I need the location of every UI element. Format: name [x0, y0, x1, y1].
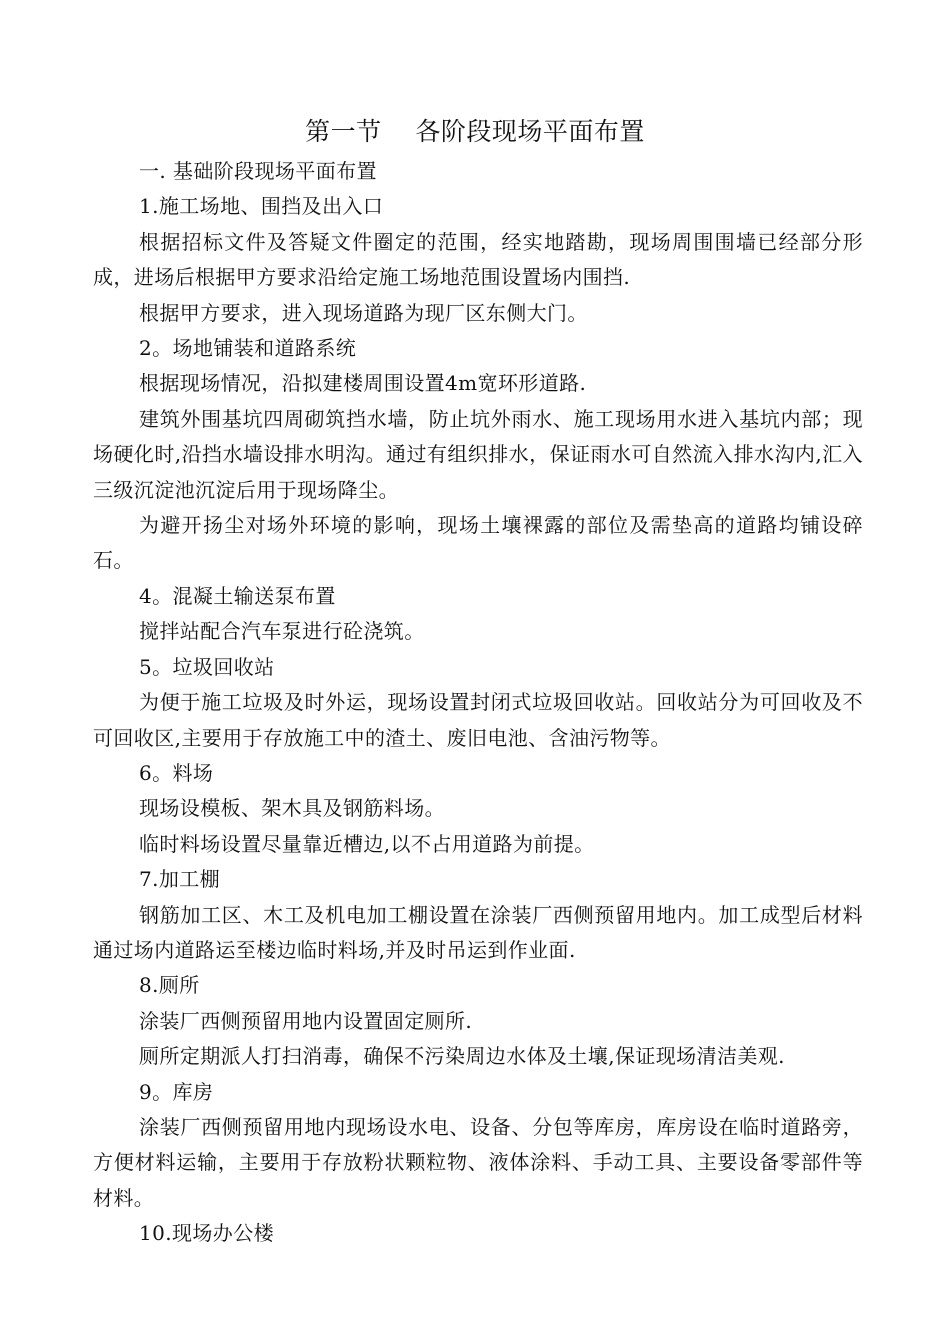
heading-foundation-stage: 一. 基础阶段现场平面布置 [139, 159, 377, 183]
paragraph: 为避开扬尘对场外环境的影响，现场土壤裸露的部位及需垫高的道路均铺设碎石。 [93, 513, 863, 573]
paragraph: 涂装厂西侧预留用地内设置固定厕所. [139, 1008, 473, 1033]
section-title: 第一节 各阶段现场平面布置 [305, 117, 645, 146]
document-body [93, 154, 863, 1252]
paragraph: 现场设模板、架木具及钢筋料场。 [139, 796, 445, 821]
paragraph: 钢筋加工区、木工及机电加工棚设置在涂装厂西侧预留用地内。加工成型后材料通过场内道路运至楼边临时料场,并及时吊运到作业面. [93, 902, 863, 962]
subheading-toilet: 8.厕所 [139, 973, 200, 998]
subheading-paving-roads: 2。场地铺装和道路系统 [139, 336, 357, 361]
paragraph: 厕所定期派人打扫消毒，确保不污染周边水体及土壤,保证现场清洁美观. [139, 1044, 785, 1069]
subheading-warehouse: 9。库房 [139, 1079, 214, 1104]
paragraph: 为便于施工垃圾及时外运，现场设置封闭式垃圾回收站。回收站分为可回收及不可回收区,主要用于存放施工中的渣土、废旧电池、含油污物等。 [93, 690, 863, 750]
paragraph: 搅拌站配合汽车泵进行砼浇筑。 [139, 619, 425, 644]
subheading-garbage-station: 5。垃圾回收站 [139, 654, 275, 679]
paragraph: 根据现场情况，沿拟建楼周围设置4m宽环形道路. [139, 371, 587, 396]
subheading-site-enclosure: 1.施工场地、围挡及出入口 [139, 194, 384, 219]
paragraph: 临时料场设置尽量靠近槽边,以不占用道路为前提。 [139, 831, 595, 856]
subheading-site-office: 10.现场办公楼 [139, 1221, 275, 1246]
subheading-concrete-pump: 4。混凝土输送泵布置 [139, 583, 336, 608]
paragraph: 建筑外围基坑四周砌筑挡水墙，防止坑外雨水、施工现场用水进入基坑内部；现场硬化时,沿挡水墙设排水明沟。通过有组织排水，保证雨水可自然流入排水沟内,汇入三级沉淀池沉淀后用于现场降尘。 [93, 406, 863, 502]
subheading-processing-shed: 7.加工棚 [139, 867, 221, 892]
paragraph: 根据甲方要求，进入现场道路为现厂区东侧大门。 [139, 300, 588, 325]
subheading-material-yard: 6。料场 [139, 760, 214, 785]
paragraph: 根据招标文件及答疑文件圈定的范围，经实地踏勘，现场周围围墙已经部分形成，进场后根据甲方要求沿给定施工场地范围设置场内围挡. [93, 229, 863, 290]
paragraph: 涂装厂西侧预留用地内现场设水电、设备、分包等库房，库房设在临时道路旁，方便材料运输，主要用于存放粉状颗粒物、液体涂料、手动工具、主要设备零部件等材料。 [93, 1114, 863, 1210]
